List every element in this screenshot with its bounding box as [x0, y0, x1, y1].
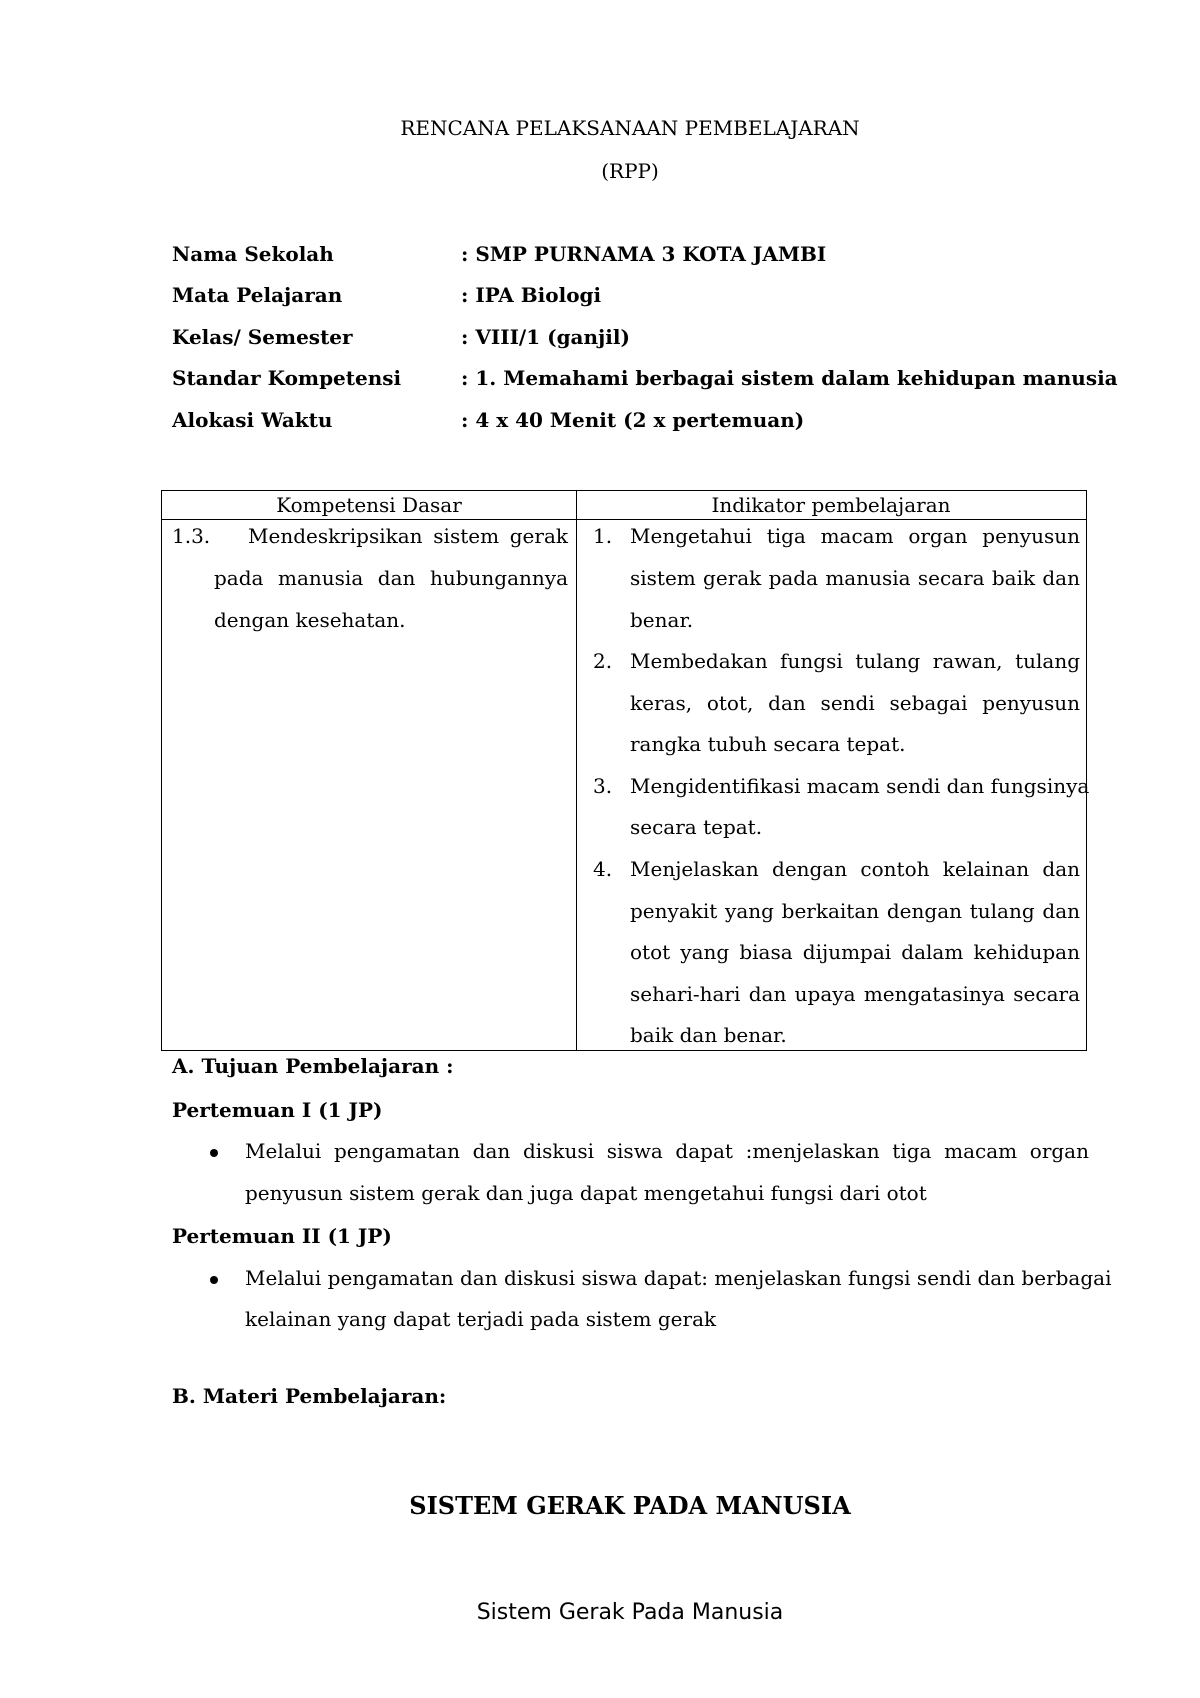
indicator-line: Menjelaskan dengan contoh kelainan dan — [630, 857, 1080, 881]
indicator-line: penyakit yang berkaitan dengan tulang dan — [630, 899, 1080, 923]
table-header-kd: Kompetensi Dasar — [276, 493, 462, 517]
info-label-standard: Standar Kompetensi — [172, 366, 402, 390]
kd-line: pada manusia dan hubungannya — [214, 566, 568, 590]
info-value-subject: : IPA Biologi — [461, 283, 602, 307]
indicator-line: Membedakan fungsi tulang rawan, tulang — [630, 649, 1080, 673]
info-label-class: Kelas/ Semester — [172, 325, 353, 349]
info-value-time: : 4 x 40 Menit (2 x pertemuan) — [461, 408, 805, 432]
indicator-line: Mengidentifikasi macam sendi dan fungsinya — [630, 774, 1090, 798]
indicator-number: 2. — [593, 649, 613, 673]
info-value-class: : VIII/1 (ganjil) — [461, 325, 630, 349]
indicator-number: 1. — [593, 524, 613, 548]
objective-line: Melalui pengamatan dan diskusi siswa dapat: menjelaskan fungsi sendi dan berbagai — [245, 1266, 1112, 1290]
indicator-line: sistem gerak pada manusia secara baik dan — [630, 566, 1080, 590]
indicator-line: otot yang biasa dijumpai dalam kehidupan — [630, 940, 1080, 964]
section-a-heading: A. Tujuan Pembelajaran : — [172, 1054, 454, 1078]
objective-line: Melalui pengamatan dan diskusi siswa dapat :menjelaskan tiga macam organ — [245, 1139, 1089, 1163]
indicator-line: baik dan benar. — [630, 1023, 787, 1047]
competency-table — [161, 490, 1090, 1051]
meeting-1-heading: Pertemuan I (1 JP) — [172, 1098, 383, 1122]
info-label-time: Alokasi Waktu — [172, 408, 333, 432]
kd-number: 1.3. — [172, 524, 211, 548]
material-subtitle: Sistem Gerak Pada Manusia — [476, 1600, 784, 1625]
info-value-standard: : 1. Memahami berbagai sistem dalam kehidupan manusia — [461, 366, 1118, 390]
table-header-indicator: Indikator pembelajaran — [711, 493, 951, 517]
material-title: SISTEM GERAK PADA MANUSIA — [409, 1491, 851, 1520]
table-header-divider — [162, 519, 1086, 520]
indicator-line: rangka tubuh secara tepat. — [630, 732, 906, 756]
indicator-line: secara tepat. — [630, 815, 763, 839]
info-label-school: Nama Sekolah — [172, 242, 334, 266]
kd-line: dengan kesehatan. — [214, 608, 406, 632]
indicator-line: keras, otot, dan sendi sebagai penyusun — [630, 691, 1080, 715]
indicator-line: sehari-hari dan upaya mengatasinya secara — [630, 982, 1080, 1006]
document-subtitle: (RPP) — [601, 159, 659, 183]
info-label-subject: Mata Pelajaran — [172, 283, 343, 307]
document-title: RENCANA PELAKSANAAN PEMBELAJARAN — [400, 116, 860, 140]
bullet-dot-icon — [210, 1276, 218, 1284]
info-value-school: : SMP PURNAMA 3 KOTA JAMBI — [461, 242, 827, 266]
indicator-line: Mengetahui tiga macam organ penyusun — [630, 524, 1080, 548]
meeting-2-heading: Pertemuan II (1 JP) — [172, 1224, 392, 1248]
kd-line: Mendeskripsikan sistem gerak — [248, 524, 568, 548]
objective-line: kelainan yang dapat terjadi pada sistem gerak — [245, 1307, 717, 1331]
indicator-number: 3. — [593, 774, 613, 798]
section-b-heading: B. Materi Pembelajaran: — [172, 1384, 447, 1408]
indicator-line: benar. — [630, 608, 694, 632]
table-column-divider — [576, 491, 577, 1050]
bullet-dot-icon — [210, 1149, 218, 1157]
indicator-number: 4. — [593, 857, 613, 881]
objective-line: penyusun sistem gerak dan juga dapat mengetahui fungsi dari otot — [245, 1181, 927, 1205]
